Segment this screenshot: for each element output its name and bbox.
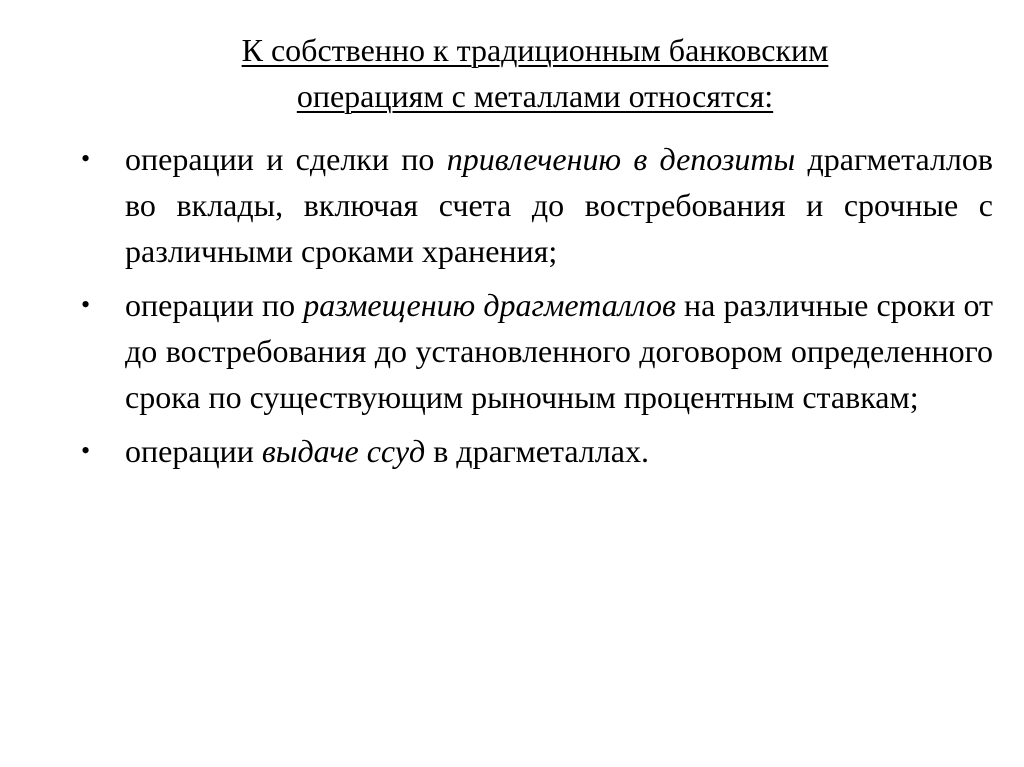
bullet-list — [81, 136, 993, 482]
bullet-icon: • — [81, 144, 91, 173]
bullet-icon: • — [81, 290, 91, 319]
bullet-text-part: операции — [125, 433, 262, 469]
bullet-text-emphasis: размещению драгметаллов — [303, 287, 676, 323]
bullet-text-part: операции по — [125, 287, 304, 323]
bullet-text-emphasis: выдаче ссуд — [261, 433, 426, 469]
title-line-1: К собственно к традиционным банковским — [241, 32, 829, 68]
bullet-icon: • — [81, 436, 91, 465]
bullet-text-part: операции и сделки по — [125, 141, 447, 177]
bullet-item-placement — [81, 282, 993, 420]
bullet-item-loans — [81, 428, 993, 474]
bullet-text-part: на различные сроки от до востребования до установленного договором определенного срока по существующим рыночным процентным ставкам; — [125, 287, 993, 415]
bullet-item-deposits — [81, 136, 993, 274]
title-line-2: операциям с металлами относятся: — [296, 78, 774, 114]
bullet-text-part: в драгметаллах. — [425, 433, 649, 469]
bullet-text-part: драгметаллов во вклады, включая счета до востребования и срочные с различными сроками хранения; — [125, 141, 994, 269]
slide-title — [120, 27, 950, 119]
bullet-text-emphasis: привлечению в депозиты — [446, 141, 796, 177]
